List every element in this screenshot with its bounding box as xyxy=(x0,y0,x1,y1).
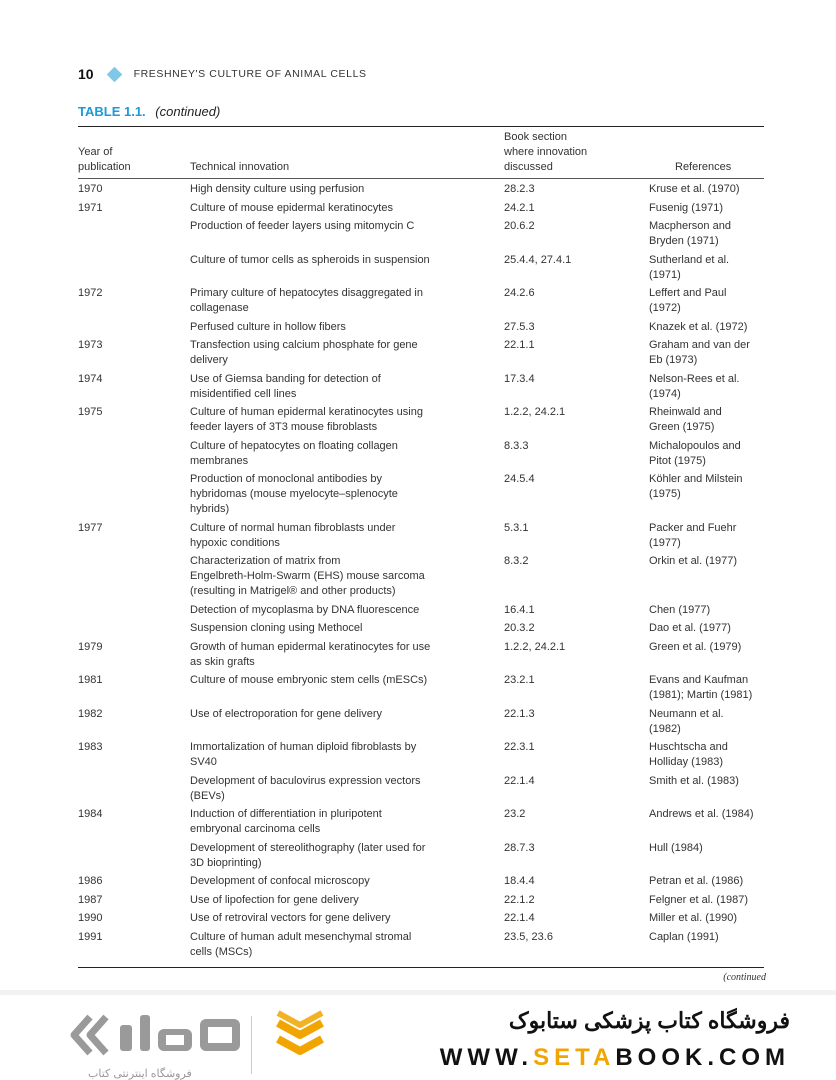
reference-line: Rheinwald and xyxy=(649,406,722,418)
table-header-rule xyxy=(78,178,764,179)
cell-innovation xyxy=(190,320,504,335)
table-row xyxy=(78,874,764,893)
reference-line: (1974) xyxy=(649,387,681,400)
cell-innovation xyxy=(190,253,504,283)
reference-line: Köhler and Milstein xyxy=(649,473,743,485)
table-row xyxy=(78,807,764,841)
reference-line: Knazek et al. (1972) xyxy=(649,320,748,333)
cell-year: 1973 xyxy=(78,339,103,351)
cell-reference xyxy=(649,521,764,551)
reference-line: (1977) xyxy=(649,536,681,549)
cell-innovation xyxy=(190,640,504,670)
table-row xyxy=(78,621,764,640)
table-row xyxy=(78,405,764,439)
header-section xyxy=(504,130,587,175)
reference-line: Orkin et al. (1977) xyxy=(649,555,738,567)
cell-innovation xyxy=(190,807,504,837)
reference-line: Graham and van der xyxy=(649,339,750,351)
innovation-line: Culture of human epidermal keratinocytes using xyxy=(190,406,423,418)
table-row xyxy=(78,182,764,201)
innovation-line: hypoxic conditions xyxy=(190,536,280,549)
reference-line: Hull (1984) xyxy=(649,841,703,854)
reference-line: Macpherson and xyxy=(649,220,731,232)
table-row xyxy=(78,640,764,674)
cell-section: 28.7.3 xyxy=(504,841,535,854)
innovation-line: Growth of human epidermal keratinocytes for use xyxy=(190,640,431,653)
header-references-line: References xyxy=(675,161,732,173)
continued-note: (continued xyxy=(723,972,766,983)
table-row xyxy=(78,740,764,774)
table-row xyxy=(78,320,764,339)
cell-year: 1971 xyxy=(78,201,103,214)
reference-line: Eb (1973) xyxy=(649,354,698,366)
table-row xyxy=(78,841,764,875)
cell-innovation xyxy=(190,603,504,618)
table-row xyxy=(78,774,764,808)
cell-section: 25.4.4, 27.4.1 xyxy=(504,253,572,266)
table-row xyxy=(78,707,764,741)
reference-line: Chen (1977) xyxy=(649,603,711,616)
reference-line: Michalopoulos and xyxy=(649,439,741,452)
reference-line: (1972) xyxy=(649,302,681,314)
cell-innovation xyxy=(190,930,504,960)
url-suffix: BOOK.COM xyxy=(615,1044,790,1071)
logo-subtitle: فروشگاه اینترنتی کتاب xyxy=(88,1068,192,1080)
cell-section: 1.2.2, 24.2.1 xyxy=(504,640,566,653)
cell-year xyxy=(78,472,190,517)
table-top-rule xyxy=(78,126,764,127)
cell-year: 1986 xyxy=(78,875,103,887)
innovation-line: Culture of mouse embryonic stem cells (mESCs) xyxy=(190,674,428,686)
innovation-line: High density culture using perfusion xyxy=(190,183,365,195)
table-row xyxy=(78,253,764,287)
cell-reference xyxy=(649,405,764,435)
cell-section: 1.2.2, 24.2.1 xyxy=(504,406,566,418)
innovation-line: Culture of hepatocytes on floating collagen xyxy=(190,439,398,452)
innovation-line: Development of stereolithography (later used for xyxy=(190,841,426,854)
innovation-line: Characterization of matrix from xyxy=(190,555,341,567)
header-section-line: where innovation xyxy=(504,146,588,158)
banner-divider xyxy=(251,1016,252,1074)
shop-name: فروشگاه کتاب پزشکی ستابوک xyxy=(508,1008,790,1033)
innovation-line: Production of feeder layers using mitomycin C xyxy=(190,220,415,232)
reference-line: Holliday (1983) xyxy=(649,756,723,768)
cell-section: 20.6.2 xyxy=(504,220,535,232)
cell-year: 1984 xyxy=(78,808,103,820)
cell-year: 1972 xyxy=(78,287,103,299)
cell-innovation xyxy=(190,673,504,703)
table-row xyxy=(78,554,764,603)
cell-reference xyxy=(649,893,764,908)
innovation-line: Suspension cloning using Methocel xyxy=(190,622,363,634)
cell-year xyxy=(78,554,190,599)
innovation-line: Primary culture of hepatocytes disaggregated in xyxy=(190,287,423,299)
cell-year: 1974 xyxy=(78,372,103,385)
reference-line: Miller et al. (1990) xyxy=(649,912,738,924)
cell-innovation xyxy=(190,521,504,551)
cell-section: 22.1.3 xyxy=(504,707,535,720)
cell-year xyxy=(78,621,190,636)
cell-reference xyxy=(649,338,764,368)
table-body xyxy=(78,182,764,963)
reference-line: Evans and Kaufman xyxy=(649,674,749,686)
cell-innovation xyxy=(190,286,504,316)
cell-reference xyxy=(649,603,764,618)
innovation-line: hybrids) xyxy=(190,503,230,515)
cell-reference xyxy=(649,320,764,335)
cell-innovation xyxy=(190,874,504,889)
cell-reference xyxy=(649,286,764,316)
cell-section: 24.2.1 xyxy=(504,201,535,214)
reference-line: Packer and Fuehr xyxy=(649,521,737,534)
cell-section: 22.1.1 xyxy=(504,339,535,351)
header-section-line: discussed xyxy=(504,161,553,173)
innovation-line: Detection of mycoplasma by DNA fluorescence xyxy=(190,603,420,616)
cell-section: 23.2 xyxy=(504,808,526,820)
header-year-line: Year of xyxy=(78,146,113,158)
table-row xyxy=(78,219,764,253)
innovation-line: Engelbreth-Holm-Swarm (EHS) mouse sarcoma xyxy=(190,570,425,582)
cell-innovation xyxy=(190,911,504,926)
cell-section: 18.4.4 xyxy=(504,875,535,887)
innovation-line: Induction of differentiation in pluripotent xyxy=(190,808,382,820)
cell-innovation xyxy=(190,841,504,871)
cell-reference xyxy=(649,774,764,804)
cell-section: 8.3.2 xyxy=(504,555,529,567)
innovation-line: feeder layers of 3T3 mouse fibroblasts xyxy=(190,421,378,433)
page-number: 10 xyxy=(78,66,94,82)
cell-innovation xyxy=(190,338,504,368)
reference-line: Bryden (1971) xyxy=(649,235,719,247)
innovation-line: Use of electroporation for gene delivery xyxy=(190,707,382,720)
cell-reference xyxy=(649,621,764,636)
innovation-line: Culture of human adult mesenchymal stromal xyxy=(190,930,412,943)
cell-section: 27.5.3 xyxy=(504,320,535,333)
reference-line: (1971) xyxy=(649,268,681,281)
cell-reference xyxy=(649,874,764,889)
header-year xyxy=(78,145,131,175)
table-row xyxy=(78,930,764,964)
cell-year: 1983 xyxy=(78,741,103,753)
table-continued: (continued) xyxy=(155,104,221,119)
table-row xyxy=(78,911,764,930)
cell-reference xyxy=(649,807,764,837)
header-year-line: publication xyxy=(78,161,131,173)
cell-section: 22.1.2 xyxy=(504,893,535,906)
cell-innovation xyxy=(190,893,504,908)
url-prefix: WWW. xyxy=(439,1044,534,1071)
cell-year: 1987 xyxy=(78,893,103,906)
cell-year xyxy=(78,603,190,618)
reference-line: Petran et al. (1986) xyxy=(649,875,744,887)
setabook-logo-icon xyxy=(60,1005,260,1065)
cell-year: 1979 xyxy=(78,640,103,653)
innovation-line: 3D bioprinting) xyxy=(190,856,262,869)
cell-year xyxy=(78,841,190,871)
reference-line: Huschtscha and xyxy=(649,741,728,753)
table-row xyxy=(78,439,764,473)
innovation-line: Development of baculovirus expression vectors xyxy=(190,774,421,787)
cell-section: 17.3.4 xyxy=(504,372,535,385)
innovation-line: Use of retroviral vectors for gene delivery xyxy=(190,912,391,924)
innovation-line: delivery xyxy=(190,354,228,366)
cell-reference xyxy=(649,554,764,599)
table-row xyxy=(78,286,764,320)
innovation-line: Culture of mouse epidermal keratinocytes xyxy=(190,201,393,214)
cell-reference xyxy=(649,219,764,249)
table-row xyxy=(78,521,764,555)
table-title xyxy=(78,104,220,119)
cell-innovation xyxy=(190,219,504,249)
reference-line: Kruse et al. (1970) xyxy=(649,183,740,195)
reference-line: Neumann et al. xyxy=(649,707,724,720)
innovation-line: SV40 xyxy=(190,756,217,768)
reference-line: (1981); Martin (1981) xyxy=(649,689,753,701)
running-title: FRESHNEY'S CULTURE OF ANIMAL CELLS xyxy=(133,68,367,80)
header-innovation xyxy=(190,160,289,175)
innovation-line: collagenase xyxy=(190,302,249,314)
cell-section: 22.1.4 xyxy=(504,774,535,787)
reference-line: Smith et al. (1983) xyxy=(649,774,739,787)
cell-reference xyxy=(649,372,764,402)
cell-reference xyxy=(649,707,764,737)
table-bottom-rule xyxy=(78,967,764,968)
cell-innovation xyxy=(190,405,504,435)
cell-reference xyxy=(649,930,764,960)
cell-innovation xyxy=(190,621,504,636)
cell-section: 23.5, 23.6 xyxy=(504,930,553,943)
cell-reference xyxy=(649,472,764,517)
table-row xyxy=(78,893,764,912)
cell-innovation xyxy=(190,201,504,216)
table-row xyxy=(78,472,764,521)
innovation-line: (BEVs) xyxy=(190,789,225,802)
table-row xyxy=(78,201,764,220)
reference-line: Nelson-Rees et al. xyxy=(649,372,740,385)
innovation-line: membranes xyxy=(190,454,249,467)
book-chevron-icon xyxy=(270,1005,330,1065)
cell-innovation xyxy=(190,372,504,402)
reference-line: (1975) xyxy=(649,488,681,500)
cell-year: 1991 xyxy=(78,930,103,943)
cell-reference xyxy=(649,740,764,770)
reference-line: Caplan (1991) xyxy=(649,930,719,943)
header-section-line: Book section xyxy=(504,131,567,143)
innovation-line: Immortalization of human diploid fibroblasts by xyxy=(190,741,417,753)
innovation-line: cells (MSCs) xyxy=(190,945,253,958)
running-head xyxy=(78,64,367,84)
cell-year xyxy=(78,439,190,469)
cell-year: 1982 xyxy=(78,707,103,720)
reference-line: Sutherland et al. xyxy=(649,253,730,266)
cell-innovation xyxy=(190,182,504,197)
header-innovation-line: Technical innovation xyxy=(190,161,290,173)
cell-section: 24.5.4 xyxy=(504,473,535,485)
cell-innovation xyxy=(190,472,504,517)
reference-line: Pitot (1975) xyxy=(649,454,706,467)
reference-line: Felgner et al. (1987) xyxy=(649,893,749,906)
cell-reference xyxy=(649,841,764,871)
cell-year: 1977 xyxy=(78,521,103,534)
cell-year: 1990 xyxy=(78,912,103,924)
cell-innovation xyxy=(190,554,504,599)
cell-section: 22.1.4 xyxy=(504,912,535,924)
table-row xyxy=(78,372,764,406)
url-highlight: SETA xyxy=(533,1044,616,1071)
cell-year xyxy=(78,774,190,804)
cell-section: 22.3.1 xyxy=(504,741,535,753)
diamond-icon xyxy=(106,66,122,82)
reference-line: Fusenig (1971) xyxy=(649,201,723,214)
innovation-line: Development of confocal microscopy xyxy=(190,875,370,887)
cell-section: 20.3.2 xyxy=(504,622,535,634)
innovation-line: Production of monoclonal antibodies by xyxy=(190,473,383,485)
cell-section: 5.3.1 xyxy=(504,521,529,534)
setabook-logo xyxy=(60,1005,330,1080)
innovation-line: embryonal carcinoma cells xyxy=(190,823,321,835)
cell-year xyxy=(78,219,190,249)
shop-url[interactable] xyxy=(440,1044,790,1072)
cell-section: 24.2.6 xyxy=(504,287,535,299)
innovation-line: Culture of normal human fibroblasts under xyxy=(190,521,396,534)
cell-year: 1975 xyxy=(78,406,103,418)
cell-innovation xyxy=(190,439,504,469)
innovation-line: hybridomas (mouse myelocyte–splenocyte xyxy=(190,488,398,500)
cell-section: 23.2.1 xyxy=(504,674,535,686)
cell-reference xyxy=(649,201,764,216)
innovation-line: (resulting in Matrigel® and other products) xyxy=(190,585,396,597)
header-references xyxy=(675,160,731,175)
innovation-line: Perfused culture in hollow fibers xyxy=(190,320,346,333)
cell-innovation xyxy=(190,740,504,770)
cell-innovation xyxy=(190,774,504,804)
cell-reference xyxy=(649,911,764,926)
cell-year xyxy=(78,253,190,283)
cell-section: 28.2.3 xyxy=(504,183,535,195)
cell-year xyxy=(78,320,190,335)
innovation-line: Use of Giemsa banding for detection of xyxy=(190,372,381,385)
innovation-line: Use of lipofection for gene delivery xyxy=(190,893,359,906)
innovation-line: Culture of tumor cells as spheroids in suspension xyxy=(190,253,430,266)
cell-reference xyxy=(649,439,764,469)
cell-year: 1970 xyxy=(78,183,103,195)
reference-line: (1982) xyxy=(649,722,681,735)
innovation-line: Transfection using calcium phosphate for gene xyxy=(190,339,418,351)
cell-reference xyxy=(649,640,764,670)
cell-section: 8.3.3 xyxy=(504,439,529,452)
reference-line: Leffert and Paul xyxy=(649,287,727,299)
table-label: TABLE 1.1. xyxy=(78,104,146,119)
cell-reference xyxy=(649,673,764,703)
table-row xyxy=(78,603,764,622)
reference-line: Andrews et al. (1984) xyxy=(649,808,754,820)
cell-reference xyxy=(649,253,764,283)
cell-section: 16.4.1 xyxy=(504,603,535,616)
table-row xyxy=(78,338,764,372)
cell-innovation xyxy=(190,707,504,737)
innovation-line: misidentified cell lines xyxy=(190,387,297,400)
cell-reference xyxy=(649,182,764,197)
reference-line: Dao et al. (1977) xyxy=(649,622,731,634)
cell-year: 1981 xyxy=(78,674,103,686)
reference-line: Green (1975) xyxy=(649,421,715,433)
table-row xyxy=(78,673,764,707)
innovation-line: as skin grafts xyxy=(190,655,255,668)
reference-line: Green et al. (1979) xyxy=(649,640,742,653)
